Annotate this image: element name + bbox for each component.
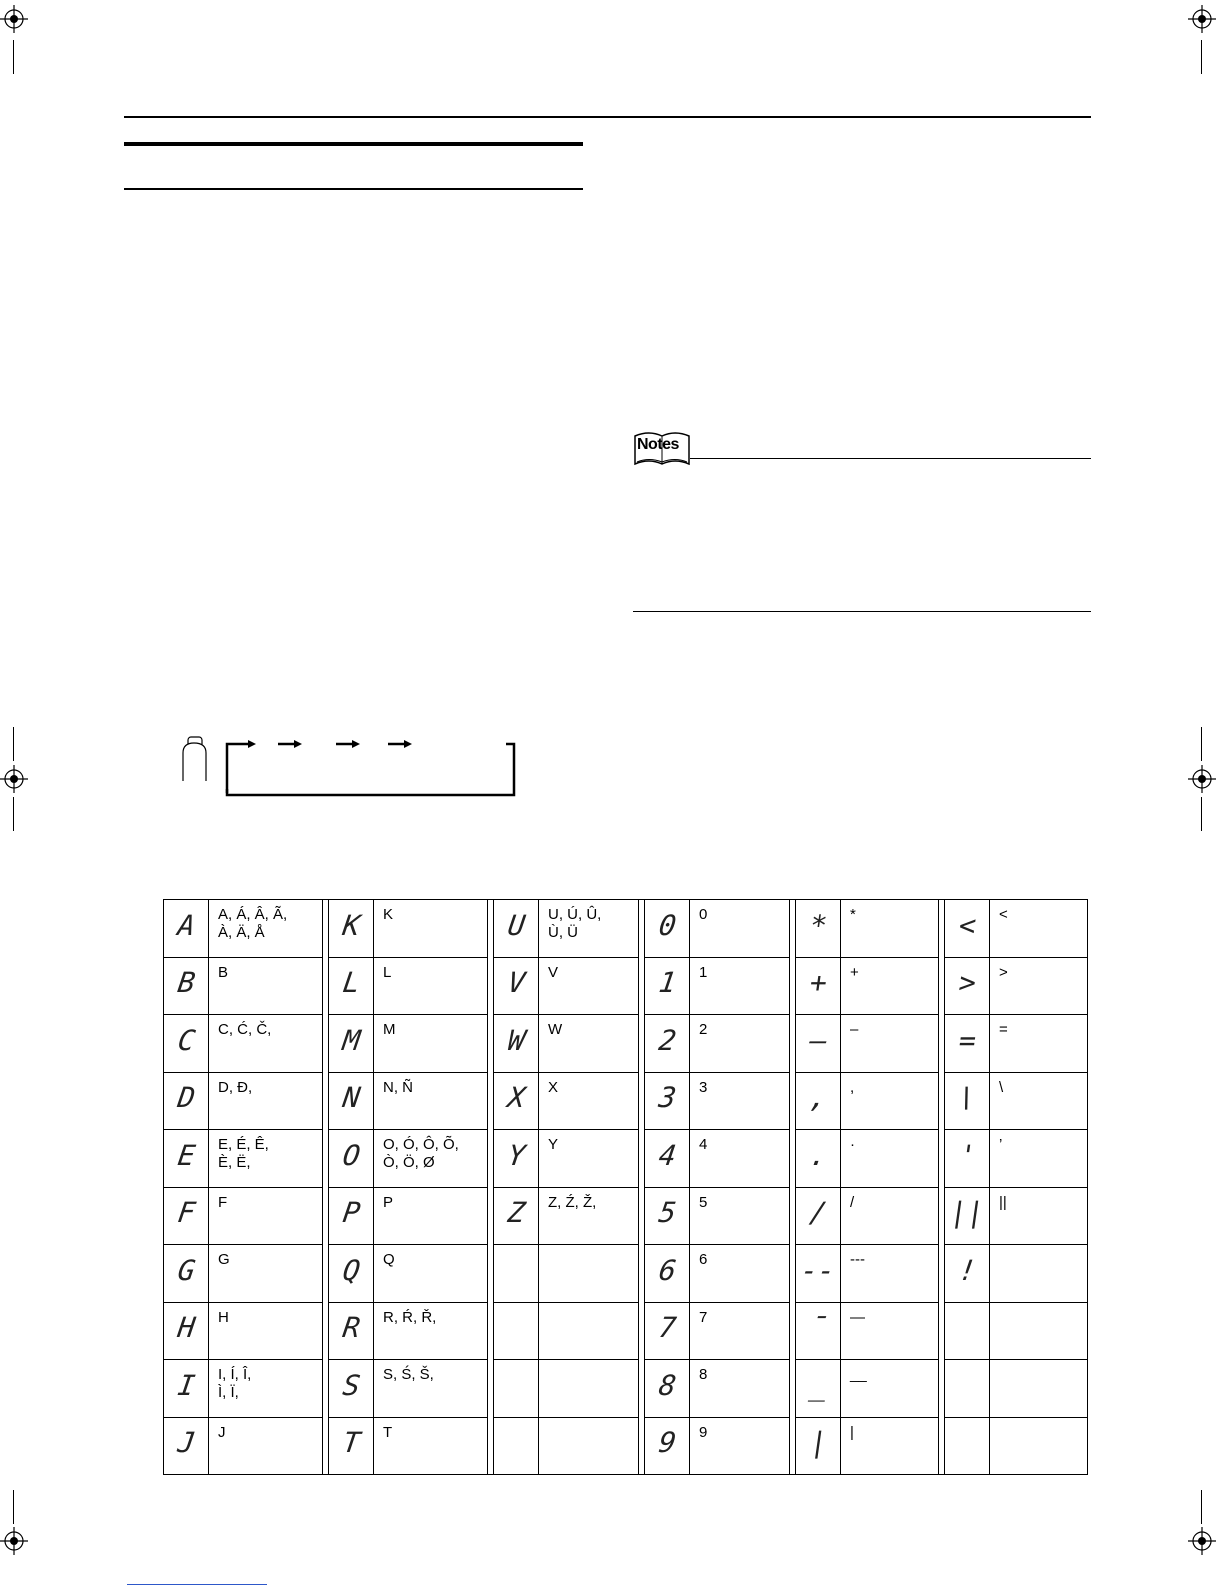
display-glyph: F xyxy=(175,1196,197,1230)
character-text: 4 xyxy=(699,1136,708,1153)
display-glyph-cell xyxy=(329,1015,374,1073)
character-text-cell xyxy=(209,1417,323,1475)
table-row xyxy=(164,1302,1088,1360)
display-glyph-cell xyxy=(945,900,990,958)
character-text-cell xyxy=(209,1015,323,1073)
display-glyph: P xyxy=(340,1196,362,1230)
character-text-cell xyxy=(374,1187,488,1245)
character-text-cell xyxy=(841,957,939,1015)
display-glyph-cell xyxy=(164,1015,209,1073)
character-text-cell xyxy=(209,1187,323,1245)
character-text-cell xyxy=(209,1130,323,1188)
character-text: J xyxy=(218,1423,226,1441)
display-glyph: | xyxy=(807,1426,829,1460)
display-glyph: 2 xyxy=(656,1023,678,1057)
display-glyph-cell xyxy=(494,1187,539,1245)
character-text: W xyxy=(548,1021,563,1038)
display-glyph-cell xyxy=(645,1187,690,1245)
registration-mark-bottom-right-icon xyxy=(1188,1527,1216,1555)
character-text: < xyxy=(999,906,1008,923)
character-text-cell xyxy=(990,1072,1088,1130)
character-text-cell xyxy=(539,1302,639,1360)
display-glyph-cell xyxy=(945,1015,990,1073)
registration-mark-bottom-left-icon xyxy=(0,1527,28,1555)
character-text: U, Ú, Û, Ù, Ü xyxy=(548,906,602,941)
display-glyph-cell xyxy=(945,1302,990,1360)
trim-line xyxy=(1201,797,1202,831)
display-glyph-cell xyxy=(329,957,374,1015)
display-glyph-cell xyxy=(645,1302,690,1360)
button-sequence-diagram xyxy=(176,733,526,803)
table-row xyxy=(164,1360,1088,1418)
character-text-cell xyxy=(539,1187,639,1245)
character-text-cell xyxy=(374,1072,488,1130)
display-glyph-cell xyxy=(164,957,209,1015)
display-glyph-cell xyxy=(329,1130,374,1188)
character-text-cell xyxy=(374,1245,488,1303)
display-glyph-cell xyxy=(164,1245,209,1303)
character-text-cell xyxy=(990,1187,1088,1245)
character-text: \ xyxy=(999,1078,1004,1096)
display-glyph: * xyxy=(807,908,829,942)
display-glyph: || xyxy=(947,1196,987,1230)
character-text-cell xyxy=(690,1187,790,1245)
display-glyph-cell xyxy=(645,900,690,958)
character-text-cell xyxy=(990,1015,1088,1073)
character-text-cell xyxy=(374,957,488,1015)
character-text: 5 xyxy=(699,1193,708,1211)
display-glyph-cell xyxy=(945,1417,990,1475)
character-text: F xyxy=(218,1193,228,1211)
display-glyph: 7 xyxy=(656,1311,678,1345)
character-text: I, Í, Î, Ì, Ï, xyxy=(218,1366,252,1401)
trim-line xyxy=(13,1490,14,1524)
character-text-cell xyxy=(990,1417,1088,1475)
character-text: + xyxy=(850,963,859,981)
character-text-cell xyxy=(374,1130,488,1188)
character-text: P xyxy=(383,1193,394,1211)
character-text: 8 xyxy=(699,1366,708,1383)
display-glyph: L xyxy=(340,966,362,1000)
display-glyph-cell xyxy=(796,1187,841,1245)
display-glyph: -- xyxy=(798,1253,838,1287)
display-glyph: ' xyxy=(956,1138,978,1172)
character-text-cell xyxy=(209,957,323,1015)
character-text: = xyxy=(999,1021,1008,1038)
registration-mark-top-left-icon xyxy=(0,5,28,33)
table-row xyxy=(164,957,1088,1015)
character-table xyxy=(163,899,1088,1475)
character-text: · xyxy=(850,1136,855,1153)
character-text-cell xyxy=(841,1360,939,1418)
display-glyph-cell xyxy=(329,1360,374,1418)
character-text: 9 xyxy=(699,1423,708,1441)
character-text: 0 xyxy=(699,906,708,923)
character-text-cell xyxy=(539,1360,639,1418)
character-text: V xyxy=(548,963,559,981)
character-text: / xyxy=(850,1193,855,1211)
display-glyph-cell xyxy=(164,1360,209,1418)
display-glyph-cell xyxy=(945,1072,990,1130)
display-glyph-cell xyxy=(494,1360,539,1418)
character-text-cell xyxy=(374,1015,488,1073)
character-text-cell xyxy=(990,1360,1088,1418)
display-glyph: 9 xyxy=(656,1426,678,1460)
character-text: ’ xyxy=(999,1136,1003,1153)
character-text-cell xyxy=(841,1130,939,1188)
display-glyph: ¯ xyxy=(807,1311,829,1345)
character-text: 2 xyxy=(699,1021,708,1038)
character-text: L xyxy=(383,963,392,981)
display-glyph-cell xyxy=(945,1245,990,1303)
character-text-cell xyxy=(690,1360,790,1418)
character-text: O, Ó, Ô, Õ, Ò, Ö, Ø xyxy=(383,1136,459,1171)
display-glyph-cell xyxy=(329,1302,374,1360)
trim-line xyxy=(1201,40,1202,74)
character-text-cell xyxy=(690,1130,790,1188)
character-text: K xyxy=(383,906,394,923)
display-glyph-cell xyxy=(796,1417,841,1475)
character-text: > xyxy=(999,963,1008,981)
character-text: Z, Ź, Ž, xyxy=(548,1193,597,1211)
display-glyph: 3 xyxy=(656,1081,678,1115)
character-text-cell xyxy=(841,1302,939,1360)
character-text: N, Ñ xyxy=(383,1078,413,1096)
display-glyph-cell xyxy=(494,1130,539,1188)
display-glyph: 0 xyxy=(656,908,678,942)
character-text: A, Á, Â, Ã, À, Ä, Å xyxy=(218,906,288,941)
character-text: M xyxy=(383,1021,396,1038)
character-text-cell xyxy=(690,957,790,1015)
character-text: __ xyxy=(850,1366,867,1383)
display-glyph: 5 xyxy=(656,1196,678,1230)
display-glyph-cell xyxy=(796,900,841,958)
character-text-cell xyxy=(539,957,639,1015)
display-glyph: S xyxy=(340,1368,362,1402)
character-text: 7 xyxy=(699,1308,708,1326)
character-text: 1 xyxy=(699,963,708,981)
character-text-cell xyxy=(209,1360,323,1418)
character-text: C, Ć, Č, xyxy=(218,1021,272,1038)
character-text: R, Ŕ, Ř, xyxy=(383,1308,437,1326)
character-text-cell xyxy=(841,1072,939,1130)
character-text-cell xyxy=(841,1015,939,1073)
display-glyph-cell xyxy=(164,1130,209,1188)
character-text: , xyxy=(850,1078,855,1096)
display-glyph: + xyxy=(807,966,829,1000)
display-glyph-cell xyxy=(796,957,841,1015)
character-text-cell xyxy=(841,900,939,958)
trim-line xyxy=(13,40,14,74)
character-text-cell xyxy=(374,1417,488,1475)
display-glyph-cell xyxy=(796,1302,841,1360)
display-glyph: A xyxy=(175,908,197,942)
display-glyph: D xyxy=(175,1081,197,1115)
display-glyph: = xyxy=(956,1023,978,1057)
character-text: Q xyxy=(383,1251,395,1268)
display-glyph-cell xyxy=(645,1130,690,1188)
character-text-cell xyxy=(209,1302,323,1360)
display-glyph: V xyxy=(505,966,527,1000)
character-text: — xyxy=(850,1308,865,1326)
character-text: H xyxy=(218,1308,229,1326)
display-glyph-cell xyxy=(645,1417,690,1475)
display-glyph: < xyxy=(956,908,978,942)
character-text-cell xyxy=(209,1245,323,1303)
character-text-cell xyxy=(374,1360,488,1418)
display-glyph-cell xyxy=(329,1072,374,1130)
character-text: – xyxy=(850,1021,859,1038)
display-glyph-cell xyxy=(945,1130,990,1188)
character-text: T xyxy=(383,1423,393,1441)
trim-line xyxy=(13,797,14,831)
trim-line xyxy=(1201,727,1202,761)
display-glyph: W xyxy=(505,1023,527,1057)
trim-line xyxy=(13,727,14,761)
finger-press-icon xyxy=(183,737,206,781)
character-text-cell xyxy=(374,1302,488,1360)
display-glyph: C xyxy=(175,1023,197,1057)
display-glyph-cell xyxy=(796,1245,841,1303)
table-row xyxy=(164,1130,1088,1188)
character-text-cell xyxy=(539,1417,639,1475)
table-row xyxy=(164,1072,1088,1130)
character-text-cell xyxy=(374,900,488,958)
display-glyph: 1 xyxy=(656,966,678,1000)
character-text-cell xyxy=(539,1072,639,1130)
display-glyph: Z xyxy=(505,1196,527,1230)
character-text: 3 xyxy=(699,1078,708,1096)
character-text-cell xyxy=(690,1302,790,1360)
display-glyph-cell xyxy=(645,1360,690,1418)
display-glyph-cell xyxy=(945,1360,990,1418)
display-glyph: M xyxy=(340,1023,362,1057)
character-text: || xyxy=(999,1193,1007,1211)
display-glyph-cell xyxy=(494,1072,539,1130)
character-text: D, Đ, xyxy=(218,1078,253,1096)
section-heading-rule-bottom xyxy=(124,188,583,190)
display-glyph: X xyxy=(505,1081,527,1115)
display-glyph: O xyxy=(340,1138,362,1172)
display-glyph: R xyxy=(340,1311,362,1345)
registration-mark-mid-left-icon xyxy=(0,765,28,793)
character-text: * xyxy=(850,906,856,923)
display-glyph-cell xyxy=(164,900,209,958)
display-glyph: U xyxy=(505,908,527,942)
character-text-cell xyxy=(990,1130,1088,1188)
table-row xyxy=(164,1015,1088,1073)
display-glyph: Q xyxy=(340,1253,362,1287)
character-text-cell xyxy=(690,1417,790,1475)
page-header-rule xyxy=(124,116,1091,118)
character-text-cell xyxy=(209,900,323,958)
display-glyph-cell xyxy=(164,1302,209,1360)
display-glyph-cell xyxy=(796,1015,841,1073)
character-text-cell xyxy=(539,1015,639,1073)
display-glyph: E xyxy=(175,1138,197,1172)
display-glyph-cell xyxy=(494,900,539,958)
display-glyph-cell xyxy=(796,1360,841,1418)
display-glyph-cell xyxy=(645,1245,690,1303)
display-glyph-cell xyxy=(945,1187,990,1245)
character-text-cell xyxy=(841,1187,939,1245)
character-text-cell xyxy=(841,1417,939,1475)
display-glyph-cell xyxy=(164,1187,209,1245)
character-text: | xyxy=(850,1423,854,1441)
table-row xyxy=(164,900,1088,958)
display-glyph: G xyxy=(175,1253,197,1287)
display-glyph-cell xyxy=(945,957,990,1015)
character-text-cell xyxy=(990,1245,1088,1303)
display-glyph: , xyxy=(807,1081,829,1115)
character-text: Y xyxy=(548,1136,559,1153)
display-glyph-cell xyxy=(329,1417,374,1475)
notes-label: Notes xyxy=(637,436,679,453)
character-text: E, É, Ê, È, Ë, xyxy=(218,1136,269,1171)
display-glyph-cell xyxy=(494,957,539,1015)
character-text-cell xyxy=(841,1245,939,1303)
display-glyph-cell xyxy=(164,1072,209,1130)
character-text: G xyxy=(218,1251,230,1268)
display-glyph-cell xyxy=(494,1015,539,1073)
display-glyph: ! xyxy=(956,1253,978,1287)
notes-rule-bottom xyxy=(633,611,1091,612)
display-glyph-cell xyxy=(645,957,690,1015)
display-glyph-cell xyxy=(796,1130,841,1188)
display-glyph: 6 xyxy=(656,1253,678,1287)
display-glyph: H xyxy=(175,1311,197,1345)
character-text-cell xyxy=(690,1015,790,1073)
character-text-cell xyxy=(539,1130,639,1188)
display-glyph-cell xyxy=(329,900,374,958)
trim-line xyxy=(1201,1490,1202,1524)
character-text-cell xyxy=(539,1245,639,1303)
display-glyph: I xyxy=(175,1368,197,1402)
section-heading-rule-top xyxy=(124,142,583,146)
character-text: B xyxy=(218,963,229,981)
character-text-cell xyxy=(690,900,790,958)
display-glyph: J xyxy=(175,1426,197,1460)
character-text-cell xyxy=(690,1245,790,1303)
registration-mark-top-right-icon xyxy=(1188,5,1216,33)
display-glyph-cell xyxy=(494,1417,539,1475)
display-glyph: \ xyxy=(956,1081,978,1115)
display-glyph: – xyxy=(807,1023,829,1057)
display-glyph-cell xyxy=(329,1245,374,1303)
notes-rule-top xyxy=(690,458,1091,459)
character-text-cell xyxy=(990,900,1088,958)
character-text-cell xyxy=(539,900,639,958)
display-glyph-cell xyxy=(164,1417,209,1475)
character-text-cell xyxy=(990,957,1088,1015)
character-text: X xyxy=(548,1078,559,1096)
registration-mark-mid-right-icon xyxy=(1188,765,1216,793)
table-row xyxy=(164,1187,1088,1245)
display-glyph: B xyxy=(175,966,197,1000)
display-glyph: Y xyxy=(505,1138,527,1172)
display-glyph: . xyxy=(807,1138,829,1172)
display-glyph-cell xyxy=(645,1015,690,1073)
display-glyph: N xyxy=(340,1081,362,1115)
display-glyph: 8 xyxy=(656,1368,678,1402)
display-glyph-cell xyxy=(494,1245,539,1303)
display-glyph: _ xyxy=(807,1368,829,1402)
character-text-cell xyxy=(990,1302,1088,1360)
display-glyph: / xyxy=(807,1196,829,1230)
character-text: --- xyxy=(850,1251,865,1268)
character-text: 6 xyxy=(699,1251,708,1268)
character-text-cell xyxy=(690,1072,790,1130)
display-glyph-cell xyxy=(329,1187,374,1245)
display-glyph: T xyxy=(340,1426,362,1460)
display-glyph: 4 xyxy=(656,1138,678,1172)
display-glyph-cell xyxy=(796,1072,841,1130)
table-row xyxy=(164,1245,1088,1303)
display-glyph-cell xyxy=(494,1302,539,1360)
character-text-cell xyxy=(209,1072,323,1130)
table-row xyxy=(164,1417,1088,1475)
display-glyph: > xyxy=(956,966,978,1000)
display-glyph: K xyxy=(340,908,362,942)
display-glyph-cell xyxy=(645,1072,690,1130)
character-text: S, Ś, Š, xyxy=(383,1366,434,1383)
